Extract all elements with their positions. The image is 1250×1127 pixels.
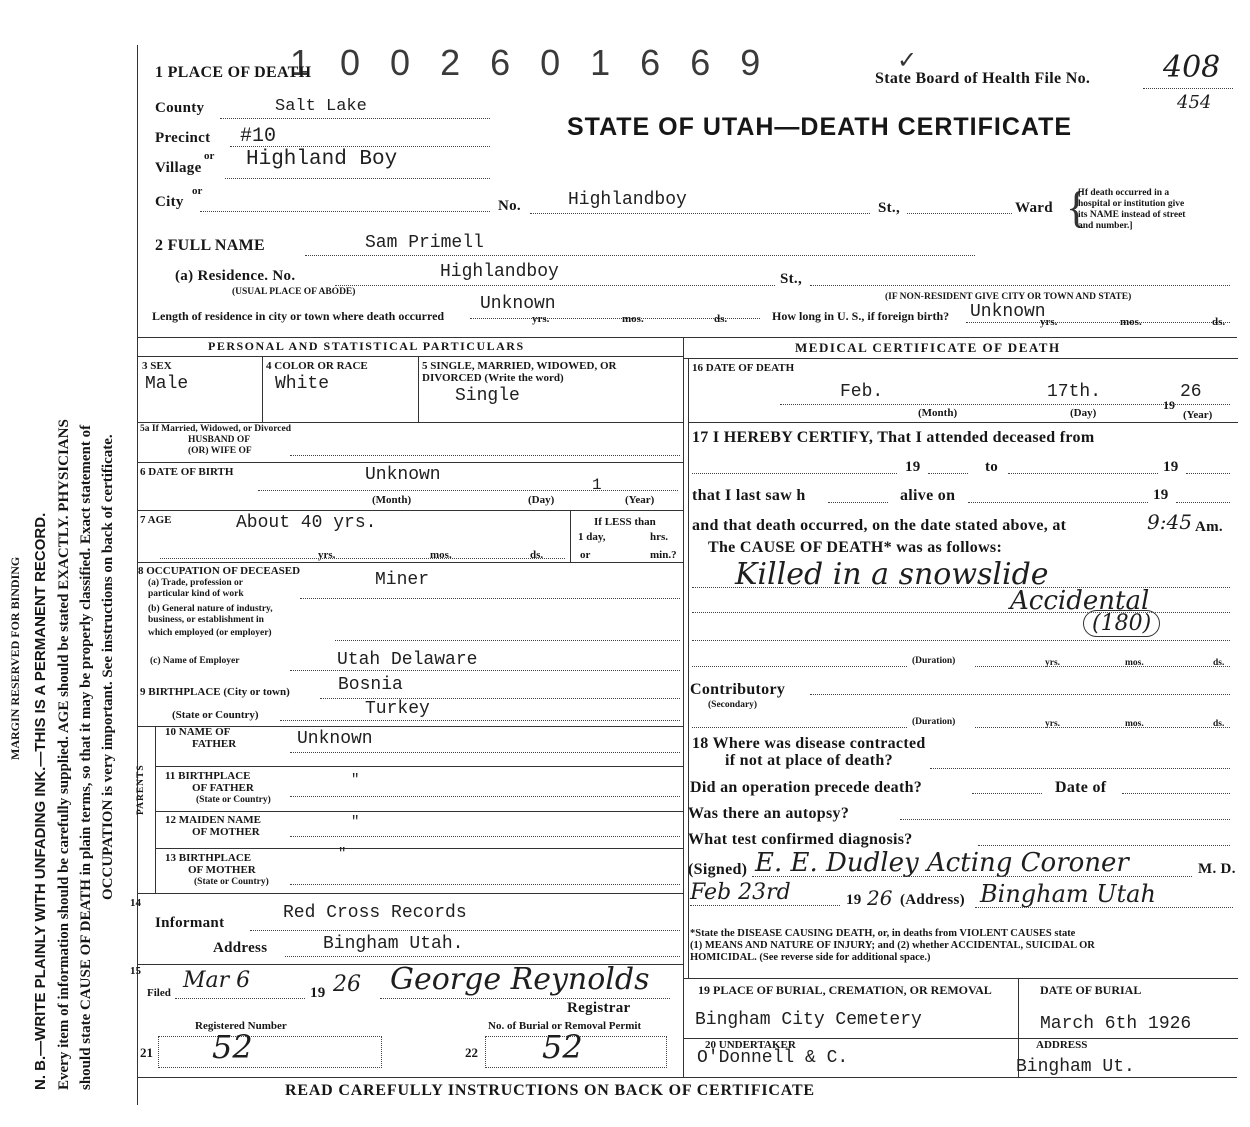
medical: (Duration) bbox=[912, 717, 956, 727]
medical: 19 bbox=[846, 892, 862, 908]
rule bbox=[692, 666, 907, 667]
place: [If death occurred in a bbox=[1078, 188, 1170, 198]
burial: DATE OF BURIAL bbox=[1040, 983, 1142, 997]
rule bbox=[137, 356, 683, 357]
section-divider-top bbox=[137, 337, 1237, 338]
rule bbox=[220, 118, 490, 119]
place: its NAME instead of street bbox=[1078, 210, 1186, 220]
residence: St., bbox=[780, 271, 803, 287]
personal: (b) General nature of industry, bbox=[148, 604, 273, 614]
st-label: St., bbox=[878, 200, 901, 216]
residence: mos. bbox=[622, 313, 644, 325]
no-label: No. bbox=[498, 198, 521, 214]
rule bbox=[285, 956, 680, 957]
rule bbox=[978, 845, 1230, 846]
birthplace-country: Turkey bbox=[365, 699, 430, 719]
personal: (c) Name of Employer bbox=[150, 656, 240, 666]
informant-address: Bingham Utah. bbox=[323, 934, 464, 954]
sex-value: Male bbox=[145, 374, 189, 394]
personal: (a) Trade, profession or bbox=[148, 578, 243, 588]
personal: min.? bbox=[650, 549, 677, 561]
medical: *State the DISEASE CAUSING DEATH, or, in deaths from VIOLENT CAUSES state bbox=[690, 928, 1076, 939]
personal: 6 DATE OF BIRTH bbox=[140, 466, 234, 478]
personal: 5a If Married, Widowed, or Divorced bbox=[140, 424, 292, 434]
rule bbox=[1143, 88, 1233, 89]
residence: yrs. bbox=[532, 313, 550, 325]
medical: 19 bbox=[1163, 398, 1175, 412]
medical: (Month) bbox=[918, 407, 958, 419]
informant-value: Red Cross Records bbox=[283, 903, 467, 923]
burial-place: Bingham City Cemetery bbox=[695, 1010, 922, 1030]
death-time: 9:45 bbox=[1147, 510, 1192, 534]
rule bbox=[290, 455, 680, 456]
rule bbox=[692, 727, 907, 728]
medical: Am. bbox=[1195, 519, 1223, 535]
rule bbox=[810, 694, 1230, 695]
personal: (Day) bbox=[528, 494, 555, 506]
medical: yrs. bbox=[1045, 719, 1061, 729]
personal: OF MOTHER bbox=[188, 864, 256, 876]
rule bbox=[928, 473, 968, 474]
margin-line-2: Every item of information should be carefully supplied. AGE should be stated EXACTLY. PHYSICIANS bbox=[56, 419, 72, 1090]
death-year: 26 bbox=[1180, 382, 1202, 402]
rule bbox=[688, 422, 1238, 423]
rule bbox=[570, 510, 571, 562]
medical: (Secondary) bbox=[708, 700, 758, 710]
burial: 19 PLACE OF BURIAL, CREMATION, OR REMOVAL bbox=[698, 983, 992, 997]
informant: Informant bbox=[155, 915, 225, 931]
rule bbox=[752, 876, 1192, 877]
personal: HUSBAND OF bbox=[188, 435, 251, 445]
father-value: Unknown bbox=[297, 729, 373, 749]
rule bbox=[1176, 502, 1230, 503]
employer-value: Utah Delaware bbox=[337, 650, 478, 670]
place-heading: 1 PLACE OF DEATH bbox=[155, 64, 312, 81]
personal: (State or Country) bbox=[196, 795, 271, 805]
rule bbox=[137, 510, 683, 511]
personal: mos. bbox=[430, 549, 452, 561]
personal: business, or establishment in bbox=[148, 615, 264, 625]
contributory-label: Contributory bbox=[690, 681, 786, 698]
personal: " bbox=[351, 772, 360, 788]
filed: 21 bbox=[140, 1045, 153, 1060]
rule bbox=[692, 473, 897, 474]
undertaker-address: Bingham Ut. bbox=[1016, 1057, 1135, 1077]
personal: PARENTS bbox=[136, 764, 146, 815]
medical: ds. bbox=[1213, 658, 1225, 668]
certify-statement: 17 I HEREBY CERTIFY, That I attended deceased from bbox=[692, 429, 1095, 446]
filed: No. of Burial or Removal Permit bbox=[488, 1020, 642, 1032]
rule bbox=[290, 752, 680, 753]
rule bbox=[692, 640, 1230, 641]
place: and number.] bbox=[1078, 221, 1133, 231]
personal: OF MOTHER bbox=[192, 826, 260, 838]
filed-date: Mar 6 bbox=[183, 968, 251, 993]
rule bbox=[137, 893, 683, 894]
personal: (OR) WIFE OF bbox=[188, 446, 252, 456]
rule bbox=[137, 422, 683, 423]
rule bbox=[137, 562, 683, 563]
filed: 15 bbox=[130, 965, 141, 977]
registered-number: 52 bbox=[212, 1028, 253, 1066]
race-value: White bbox=[275, 374, 330, 394]
rule bbox=[290, 670, 680, 671]
check-mark: ✓ bbox=[897, 48, 918, 74]
residence: ds. bbox=[714, 313, 728, 325]
personal: 8 OCCUPATION OF DECEASED bbox=[138, 565, 301, 577]
rule bbox=[907, 213, 1012, 214]
personal: OF FATHER bbox=[192, 782, 254, 794]
residence-label: (a) Residence. No. bbox=[175, 268, 296, 284]
filed: Registrar bbox=[567, 1000, 631, 1016]
personal: particular kind of work bbox=[148, 589, 244, 599]
personal: 11 BIRTHPLACE bbox=[165, 770, 251, 782]
full-name-value: Sam Primell bbox=[365, 233, 484, 253]
rule bbox=[930, 768, 1230, 769]
personal: (State or Country) bbox=[172, 709, 259, 721]
residence: How long in U. S., if foreign birth? bbox=[772, 309, 950, 323]
personal: 1 bbox=[592, 476, 602, 494]
rule bbox=[683, 358, 1238, 359]
center-divider bbox=[683, 337, 684, 1077]
rule bbox=[137, 1077, 1237, 1078]
rule bbox=[305, 255, 975, 256]
rule bbox=[810, 285, 1230, 286]
rule bbox=[683, 978, 1238, 979]
medical: What test confirmed diagnosis? bbox=[688, 831, 913, 848]
precinct-value: #10 bbox=[240, 125, 277, 148]
medical: 26 bbox=[867, 886, 893, 910]
filed: 19 bbox=[310, 985, 326, 1001]
ward-note bbox=[1078, 188, 1185, 232]
rule bbox=[300, 598, 680, 599]
medical: (Year) bbox=[1183, 409, 1213, 421]
rule bbox=[380, 998, 670, 999]
rule bbox=[1122, 793, 1230, 794]
occupation-value: Miner bbox=[375, 570, 430, 590]
undertaker-value: O'Donnell & C. bbox=[697, 1048, 849, 1068]
filed: 22 bbox=[465, 1045, 478, 1060]
age-value: About 40 yrs. bbox=[236, 513, 377, 533]
medical: 19 bbox=[1163, 459, 1179, 475]
personal: 5 SINGLE, MARRIED, WIDOWED, OR bbox=[422, 360, 617, 372]
rule bbox=[155, 848, 683, 849]
rule bbox=[975, 907, 1233, 908]
medical: that I last saw h bbox=[692, 487, 806, 504]
residence: (USUAL PLACE OF ABODE) bbox=[232, 287, 356, 297]
medical: if not at place of death? bbox=[725, 752, 893, 769]
personal: 3 SEX bbox=[142, 360, 172, 372]
rule bbox=[968, 502, 1148, 503]
residence: yrs. bbox=[1040, 316, 1058, 328]
place: hospital or institution give bbox=[1078, 199, 1185, 209]
precinct-label: Precinct bbox=[155, 130, 211, 146]
rule bbox=[290, 836, 680, 837]
rule bbox=[155, 811, 683, 812]
physician-address: Bingham Utah bbox=[980, 880, 1156, 908]
place: or bbox=[204, 150, 215, 162]
physician-signature: E. E. Dudley Acting Coroner bbox=[755, 848, 1129, 878]
medical: yrs. bbox=[1045, 658, 1061, 668]
personal: (Month) bbox=[372, 494, 412, 506]
rule bbox=[175, 998, 305, 999]
rule bbox=[1008, 473, 1158, 474]
medical: (Duration) bbox=[912, 656, 956, 666]
rule bbox=[290, 884, 680, 885]
residence-value: Highlandboy bbox=[440, 262, 559, 282]
medical: (1) MEANS AND NATURE OF INJURY; and (2) whether ACCIDENTAL, SUICIDAL OR bbox=[690, 940, 1095, 951]
permit-number: 52 bbox=[542, 1028, 583, 1066]
burial: 20 UNDERTAKER bbox=[705, 1039, 796, 1051]
residence: ds. bbox=[1212, 316, 1226, 328]
rule bbox=[225, 178, 490, 179]
rule bbox=[418, 357, 419, 422]
rule bbox=[160, 558, 565, 559]
personal: " bbox=[351, 814, 360, 830]
rule bbox=[280, 720, 680, 721]
village-label: Village bbox=[155, 160, 202, 176]
margin-line-4: OCCUPATION is very important. See instructions on back of certificate. bbox=[100, 434, 116, 900]
burial: ADDRESS bbox=[1036, 1039, 1088, 1051]
medical: 19 bbox=[1153, 487, 1169, 503]
informant: Address bbox=[213, 940, 268, 956]
rule bbox=[780, 404, 1230, 405]
medical: and that death occurred, on the date stated above, at bbox=[692, 517, 1067, 534]
medical: 19 bbox=[905, 459, 921, 475]
binding-margin-text: MARGIN RESERVED FOR BINDING bbox=[8, 556, 22, 760]
medical: to bbox=[985, 459, 999, 475]
personal: 9 BIRTHPLACE (City or town) bbox=[140, 686, 290, 698]
place: or bbox=[192, 185, 203, 197]
registrar-signature: George Reynolds bbox=[390, 962, 650, 997]
residence: Length of residence in city or town where death occurred bbox=[152, 309, 445, 323]
medical: mos. bbox=[1125, 719, 1144, 729]
medical: (Address) bbox=[900, 892, 965, 908]
personal: (Year) bbox=[625, 494, 655, 506]
medical: ds. bbox=[1213, 719, 1225, 729]
death-day: 17th. bbox=[1047, 382, 1102, 402]
rule bbox=[975, 666, 1230, 667]
street-value: Highlandboy bbox=[568, 190, 687, 210]
rule bbox=[972, 793, 1042, 794]
medical: HOMICIDAL. (See reverse side for additional space.) bbox=[690, 952, 931, 963]
residence: mos. bbox=[1120, 316, 1142, 328]
city-label: City bbox=[155, 194, 184, 210]
rule bbox=[828, 502, 888, 503]
rule bbox=[1186, 473, 1230, 474]
signed-date: Feb 23rd bbox=[690, 880, 791, 905]
personal: 4 COLOR OR RACE bbox=[266, 360, 368, 372]
rule bbox=[155, 726, 156, 893]
rule bbox=[262, 357, 263, 422]
cause-primary: Killed in a snowslide bbox=[735, 557, 1049, 592]
medical: The CAUSE OF DEATH* was as follows: bbox=[708, 539, 1003, 556]
personal: ds. bbox=[530, 549, 544, 561]
rule bbox=[688, 358, 689, 978]
place: { bbox=[1066, 183, 1088, 232]
page-title: STATE OF UTAH—DEATH CERTIFICATE bbox=[567, 113, 1073, 141]
medical: M. D. bbox=[1198, 861, 1236, 877]
filed: 26 bbox=[333, 972, 361, 997]
personal: 1 day, bbox=[578, 531, 606, 543]
residence-length: Unknown bbox=[480, 294, 556, 314]
registered-number-box bbox=[158, 1036, 382, 1068]
personal: yrs. bbox=[318, 549, 336, 561]
medical: Date of bbox=[1055, 779, 1107, 796]
personal: If LESS than bbox=[594, 516, 656, 528]
medical: alive on bbox=[900, 487, 956, 504]
filed: Registered Number bbox=[195, 1020, 287, 1032]
personal: DIVORCED (Write the word) bbox=[422, 372, 564, 384]
margin-line-3: should state CAUSE OF DEATH in plain terms, so that it may be properly classified. Exact statement of bbox=[78, 424, 94, 1090]
medical: Did an operation precede death? bbox=[690, 779, 923, 796]
personal: 12 MAIDEN NAME bbox=[165, 814, 261, 826]
file-no-label: State Board of Health File No. bbox=[875, 70, 1091, 87]
personal: 7 AGE bbox=[140, 514, 172, 526]
medical: 16 DATE OF DEATH bbox=[692, 362, 795, 374]
personal: (State or Country) bbox=[194, 877, 269, 887]
certificate-number: 1 0 0 2 6 0 1 6 6 9 bbox=[290, 42, 771, 83]
personal-header: PERSONAL AND STATISTICAL PARTICULARS bbox=[208, 339, 525, 353]
dob-value: Unknown bbox=[365, 465, 441, 485]
rule bbox=[692, 587, 1230, 588]
medical: Was there an autopsy? bbox=[688, 805, 850, 822]
rule bbox=[690, 905, 840, 906]
medical: (Signed) bbox=[688, 861, 748, 878]
rule bbox=[335, 285, 775, 286]
full-name-label: 2 FULL NAME bbox=[155, 237, 265, 254]
rule bbox=[900, 819, 1230, 820]
file-no: 408 bbox=[1163, 50, 1221, 85]
medical: 18 Where was disease contracted bbox=[692, 735, 926, 752]
margin-line-1: N. B.—WRITE PLAINLY WITH UNFADING INK.—THIS IS A PERMANENT RECORD. bbox=[32, 512, 49, 1090]
medical: mos. bbox=[1125, 658, 1144, 668]
file-no-sub: 454 bbox=[1177, 92, 1212, 113]
burial-date: March 6th 1926 bbox=[1040, 1014, 1192, 1034]
personal: which employed (or employer) bbox=[148, 628, 272, 638]
us-length: Unknown bbox=[970, 302, 1046, 322]
rule bbox=[200, 211, 490, 212]
rule bbox=[290, 796, 680, 797]
personal: hrs. bbox=[650, 531, 669, 543]
rule bbox=[250, 930, 680, 931]
marital-value: Single bbox=[455, 386, 520, 406]
informant: 14 bbox=[130, 897, 141, 909]
personal: 10 NAME OF bbox=[165, 726, 231, 738]
personal: or bbox=[580, 549, 591, 561]
rule bbox=[975, 727, 1230, 728]
medical: (Day) bbox=[1070, 407, 1097, 419]
cause-manner: Accidental bbox=[1010, 586, 1150, 616]
personal: 13 BIRTHPLACE bbox=[165, 852, 252, 864]
rule bbox=[966, 322, 1230, 323]
county-value: Salt Lake bbox=[275, 97, 367, 116]
personal: " bbox=[338, 846, 347, 862]
rule bbox=[258, 490, 678, 491]
birthplace-city: Bosnia bbox=[338, 675, 403, 695]
residence: (IF NON-RESIDENT GIVE CITY OR TOWN AND STATE) bbox=[885, 292, 1132, 302]
rule bbox=[137, 462, 683, 463]
village-value: Highland Boy bbox=[246, 148, 398, 171]
ward-label: Ward bbox=[1015, 200, 1053, 216]
filed: Filed bbox=[147, 987, 171, 999]
footer-instructions: READ CAREFULLY INSTRUCTIONS ON BACK OF CERTIFICATE bbox=[285, 1082, 815, 1099]
medical-header: MEDICAL CERTIFICATE OF DEATH bbox=[795, 340, 1061, 355]
rule bbox=[530, 213, 870, 214]
rule bbox=[335, 640, 680, 641]
death-month: Feb. bbox=[840, 382, 884, 402]
personal: FATHER bbox=[192, 738, 237, 750]
county-label: County bbox=[155, 100, 205, 116]
cause-code: (180) bbox=[1083, 610, 1160, 637]
rule bbox=[155, 766, 683, 767]
